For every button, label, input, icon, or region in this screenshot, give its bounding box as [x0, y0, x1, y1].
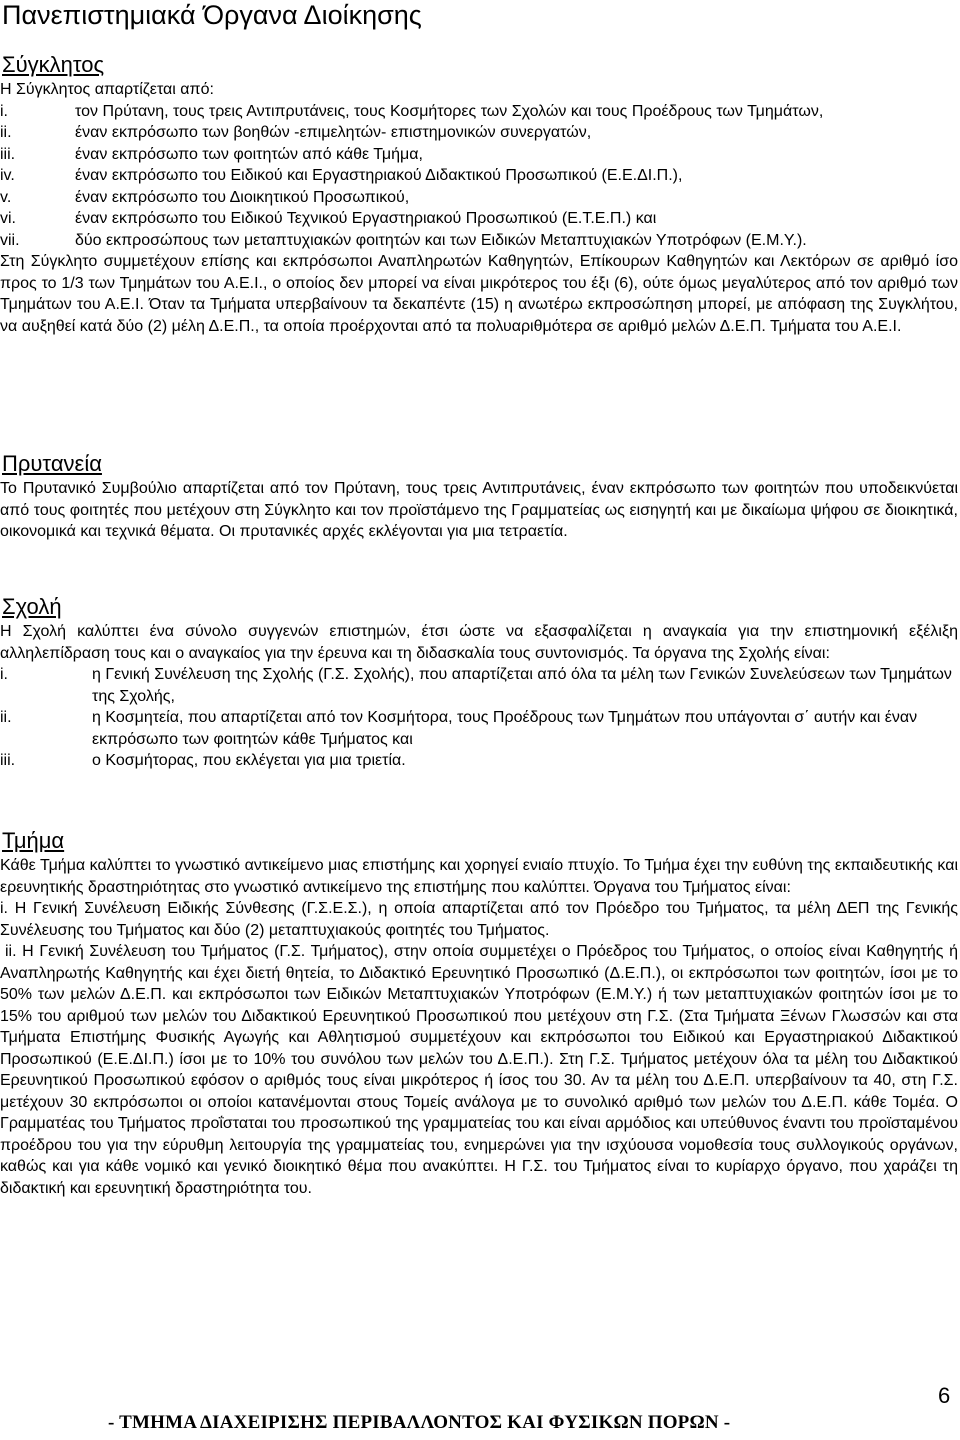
department-paragraph: Κάθε Τμήμα καλύπτει το γνωστικό αντικείμενο μιας επιστήμης και χορηγεί ενιαίο πτυχίο. Το Τμήμα έχει την ευθύνη της εκπαιδευτικής και ερευνητικής δραστηριότητας στο γνωστικό αντικείμενο της επιστήμης που καλύπτει. Όργανα του Τμήματος είναι:: [0, 857, 958, 896]
senate-heading: Σύγκλητος: [2, 52, 105, 77]
department-item-2: ii. Η Γενική Συνέλευση του Τμήματος (Γ.Σ. Τμήματος), στην οποία συμμετέχει ο Πρόεδρος του Τμήματος, ο οποίος είναι Καθηγητής ή Αναπληρωτής Καθηγητής και έχει διετή θητεία, το Διδακτικό Ερευνητικό Προσωπικό (Δ.Ε.Π.), οι εκπρόσωποι των φοιτητών, ίσοι με το 50% των μελών Δ.Ε.Π. και εκπρόσωποι των Ειδικών Μεταπτυχιακών Υποτρόφων (Ε.Μ.Υ.) ή των μεταπτυχιακών φοιτητών ίσοι με το 15% του αριθμού των μελών του Διδακτικού Ερευνητικού Προσωπικού που μετέχουν στη Γ.Σ. (Στα Τμήματα Ξένων Γλωσσών και στα Τμήματα Επιστήμης Φυσικής Αγωγής και Αθλητισμού συμμετέχουν και εκπρόσωποι του Ειδικού και Εργαστηριακού Διδακτικού Προσωπικού (Ε.Ε.ΔΙ.Π.) ίσοι με το 10% του συνόλου των μελών του Δ.Ε.Π.). Στη Γ.Σ. Τμήματος μετέχουν όλα τα μέλη του Διδακτικού Ερευνητικού Προσωπικού εφόσον ο αριθμός τους είναι μικρότερος ή ίσος του 30. Αν τα μέλη του Δ.Ε.Π. υπερβαίνουν τα 40, στη Γ.Σ. μετέχουν 30 εκπρόσωποι οι οποίοι κατανέμονται στους Τομείς ανάλογα με το συνολικό αριθμό των μελών του Δ.Ε.Π. κάθε Τομέα. Ο Γραμματέας του Τμήματος προΐσταται του προσωπικού της γραμματείας του και είναι αρμόδιος και υπεύθυνος έναντι του προϊσταμένου προέδρου του για την εύρυθμη λειτουργία της γραμματείας του, ενημερώνει για την ισχύουσα νομοθεσία τους συλλογικούς οργάνων, καθώς και για κάθε νομικό και γενικό διοικητικό θέμα που ανακύπτει. Η Γ.Σ. του Τμήματος είναι το κυρίαρχο όργανο, που χαράζει τη διδακτική και ερευνητική δραστηριότητα του.: [0, 943, 958, 1197]
list-number: vii.: [0, 231, 20, 249]
page-number: 6: [938, 1383, 951, 1408]
rectorate-heading: Πρυτανεία: [2, 451, 102, 476]
list-item: [0, 230, 958, 252]
list-item: [0, 101, 958, 123]
list-item: [0, 664, 958, 707]
senate-section: [0, 79, 958, 337]
list-number: i.: [0, 102, 8, 120]
list-text: έναν εκπρόσωπο των φοιτητών από κάθε Τμήμα,: [75, 145, 423, 163]
department-item-1: i. Η Γενική Συνέλευση Ειδικής Σύνθεσης (Γ.Σ.Ε.Σ.), η οποία απαρτίζεται από τον Πρόεδρο του Τμήματος, τα μέλη ΔΕΠ της Γενικής Συνέλευσης του Τμήματος και δύο (2) μεταπτυχιακούς φοιτητές του Τμήματος.: [0, 900, 958, 939]
list-item: [0, 187, 958, 209]
page-footer: - ΤΜΗΜΑ ΔΙΑΧΕΙΡΙΣΗΣ ΠΕΡΙΒΑΛΛΟΝΤΟΣ ΚΑΙ ΦΥΣΙΚΩΝ ΠΟΡΩΝ -: [108, 1412, 731, 1433]
list-item: [0, 750, 958, 772]
school-paragraph: Η Σχολή καλύπτει ένα σύνολο συγγενών επιστημών, έτσι ώστε να εξασφαλίζεται η αναγκαία για την επιστημονική εξέλιξη αλληλεπίδραση τους και ο αναγκαίος για την έρευνα και τη διδασκαλία τους συντονισμός. Τα όργανα της Σχολής είναι:: [0, 623, 958, 662]
department-section: [0, 855, 958, 1199]
list-number: iv.: [0, 167, 15, 184]
list-text: δύο εκπροσώπους των μεταπτυχιακών φοιτητών και των Ειδικών Μεταπτυχιακών Υποτρόφων (Ε.Μ.Υ.).: [75, 231, 807, 249]
list-item: [0, 165, 958, 187]
list-item: [0, 122, 958, 144]
rectorate-section: [0, 478, 958, 543]
list-number: vi.: [0, 210, 16, 227]
senate-intro: Η Σύγκλητος απαρτίζεται από:: [0, 81, 214, 98]
list-text: έναν εκπρόσωπο του Διοικητικού Προσωπικού,: [75, 188, 410, 206]
list-text: έναν εκπρόσωπο των βοηθών -επιμελητών- επιστημονικών συνεργατών,: [75, 124, 592, 141]
list-text: η Γενική Συνέλευση της Σχολής (Γ.Σ. Σχολής), που απαρτίζεται από όλα τα μέλη των Γενικών Συνελεύσεων των Τμημάτων της Σχολής,: [92, 666, 952, 705]
list-number: i.: [0, 666, 8, 683]
department-heading: Τμήμα: [2, 828, 65, 853]
list-text: έναν εκπρόσωπο του Ειδικού Τεχνικού Εργαστηριακού Προσωπικού (Ε.Τ.Ε.Π.) και: [75, 210, 657, 227]
list-text: ο Κοσμήτορας, που εκλέγεται για μια τριετία.: [92, 752, 406, 769]
school-heading: Σχολή: [2, 594, 62, 619]
list-text: έναν εκπρόσωπο του Ειδικού και Εργαστηριακού Διδακτικού Προσωπικού (Ε.Ε.ΔΙ.Π.),: [75, 167, 683, 184]
list-text: η Κοσμητεία, που απαρτίζεται από τον Κοσμήτορα, τους Προέδρους των Τμημάτων που υπάγονται σ΄ αυτήν και έναν εκπρόσωπο των φοιτητών κάθε Τμήματος και: [92, 709, 918, 748]
rectorate-paragraph: Το Πρυτανικό Συμβούλιο απαρτίζεται από τον Πρύτανη, τους τρεις Αντιπρυτάνεις, έναν εκπρόσωπο των φοιτητών που υποδεικνύεται από τους φοιτητές που μετέχουν στη Σύγκλητο και τον προϊστάμενο της Γραμματείας ως εισηγητή και με δικαίωμα ψήφου σε διοικητικά, οικονομικά και τεχνικά θέματα. Οι πρυτανικές αρχές εκλέγονται για μια τετραετία.: [0, 480, 958, 540]
school-section: [0, 621, 958, 772]
list-item: [0, 707, 958, 750]
list-number: v.: [0, 188, 12, 206]
list-item: [0, 144, 958, 166]
list-number: ii.: [0, 124, 12, 141]
senate-paragraph: Στη Σύγκλητο συμμετέχουν επίσης και εκπρόσωποι Αναπληρωτών Καθηγητών, Επίκουρων Καθηγητών και Λεκτόρων σε αριθμό ίσο προς το 1/3 των Τμημάτων του Α.Ε.Ι., ο οποίος δεν μπορεί να είναι μικρότερος του έξι (6), ούτε όμως μεγαλύτερος από τον αριθμό των Τμημάτων του Α.Ε.Ι. Όταν τα Τμήματα υπερβαίνουν τα δεκαπέντε (15) η ανωτέρω εκπροσώπηση μπορεί, με απόφαση της Συγκλήτου, να αυξηθεί κατά δύο (2) μέλη Δ.Ε.Π., τα οποία προέρχονται από τα πολυαριθμότερα σε αριθμό μελών Δ.Ε.Π. Τμήματα του Α.Ε.Ι.: [0, 253, 958, 335]
list-item: [0, 208, 958, 230]
list-number: iii.: [0, 145, 16, 163]
list-text: τον Πρύτανη, τους τρεις Αντιπρυτάνεις, τους Κοσμήτορες των Σχολών και τους Προέδρους των Τμημάτων,: [75, 102, 824, 120]
list-number: ii.: [0, 709, 12, 726]
page-title: Πανεπιστημιακά Όργανα Διοίκησης: [2, 0, 422, 30]
list-number: iii.: [0, 752, 16, 769]
